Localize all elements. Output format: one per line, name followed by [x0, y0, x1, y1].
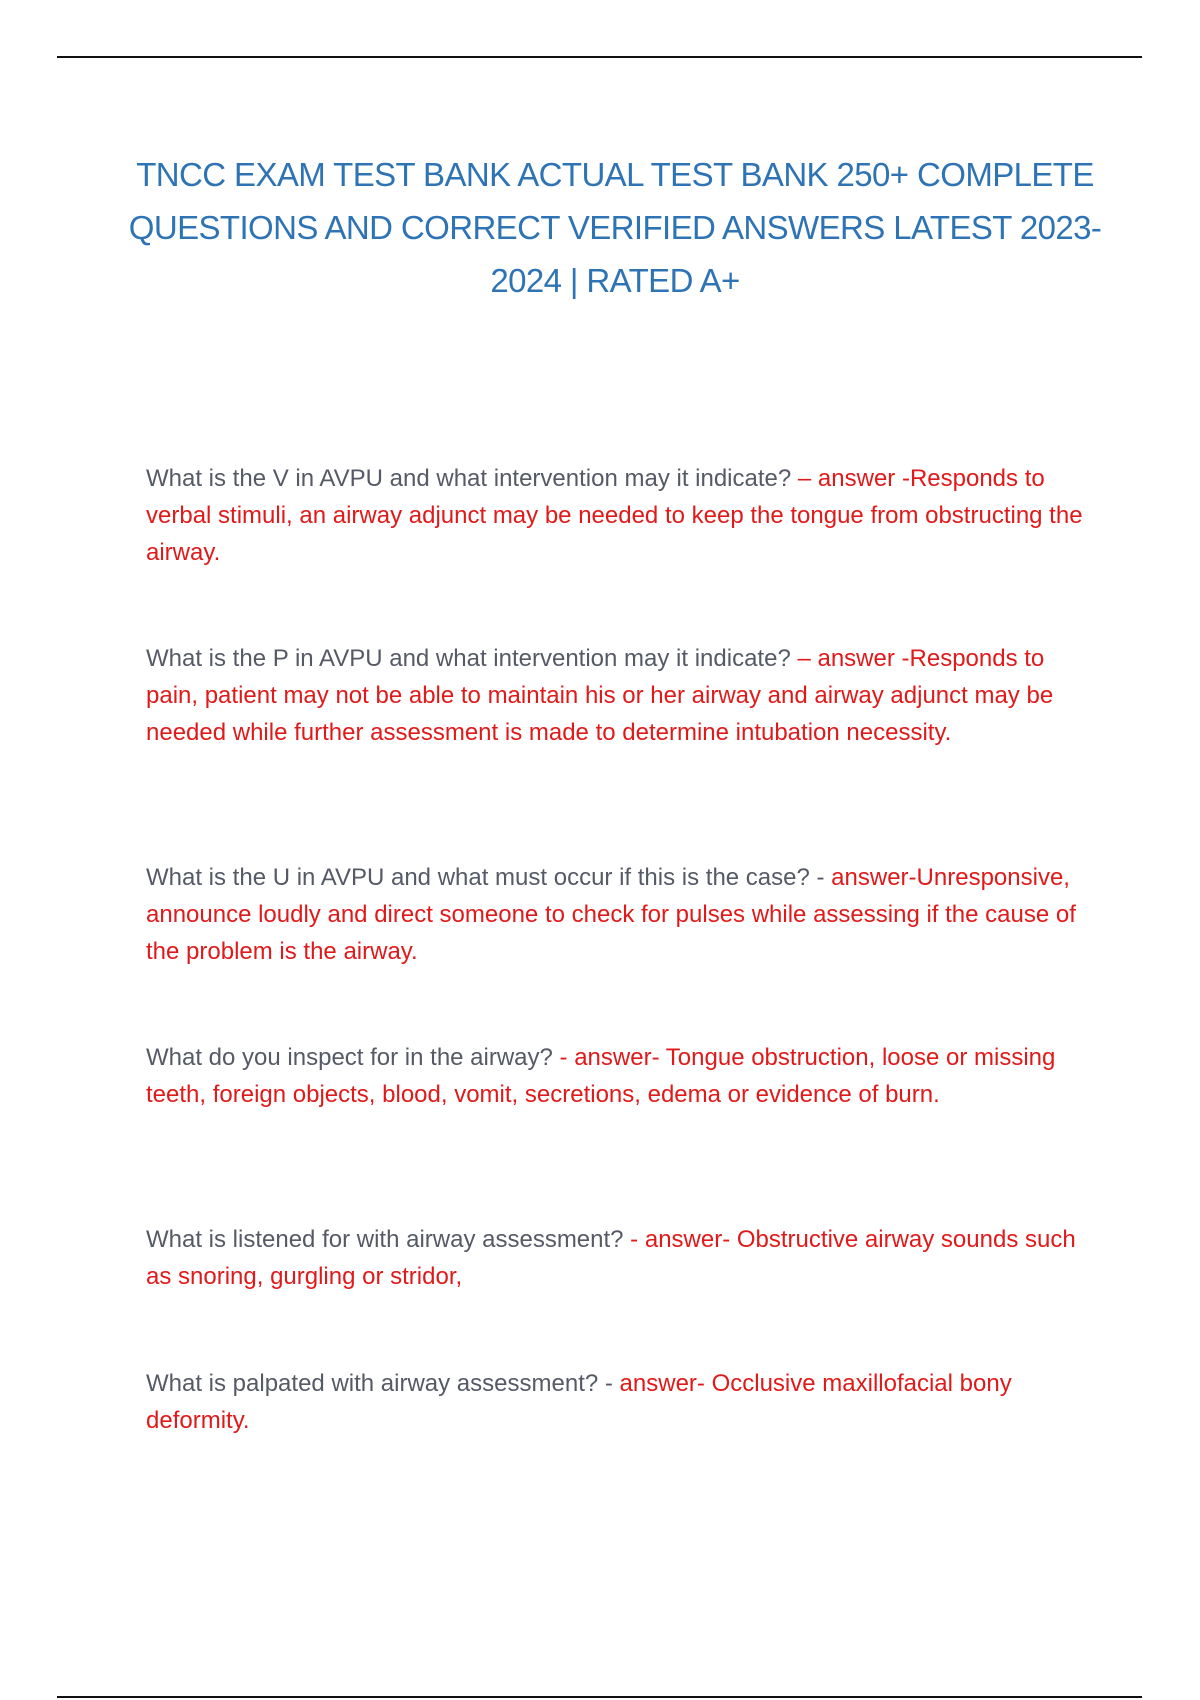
- qa-item-1: [146, 460, 1096, 571]
- document-title: TNCC EXAM TEST BANK ACTUAL TEST BANK 250+ COMPLETE QUESTIONS AND CORRECT VERIFIED ANSWERS LATEST 2023-2024 | RATED A+: [128, 156, 1102, 299]
- answer-text: Tongue obstruction, loose or missing teeth, foreign objects, blood, vomit, secretions, edema or evidence of burn.: [146, 1044, 1056, 1108]
- question-text: What is the P in AVPU and what intervention may it indicate?: [146, 645, 791, 672]
- answer-text: Unresponsive, announce loudly and direct someone to check for pulses while assessing if the cause of the problem is the airway.: [146, 864, 1076, 965]
- qa-item-6: [146, 1365, 1096, 1439]
- qa-item-4: [146, 1039, 1096, 1113]
- qa-item-2: [146, 640, 1096, 751]
- question-text: What is the U in AVPU and what must occur if this is the case? -: [146, 864, 825, 891]
- top-rule: [57, 56, 1142, 58]
- answer-text: Responds to pain, patient may not be able to maintain his or her airway and airway adjunct may be needed while further assessment is made to determine intubation necessity.: [146, 645, 1054, 746]
- answer-separator: answer-: [612, 1370, 712, 1397]
- qa-item-3: [146, 859, 1096, 970]
- answer-text: Obstructive airway sounds such as snoring, gurgling or stridor,: [146, 1226, 1076, 1290]
- question-text: What is the V in AVPU and what intervention may it indicate?: [146, 465, 792, 492]
- answer-separator: – answer -: [790, 645, 910, 672]
- answer-separator: – answer -: [791, 465, 910, 492]
- question-text: What do you inspect for in the airway?: [146, 1044, 553, 1071]
- answer-separator: - answer-: [623, 1226, 737, 1253]
- answer-text: Responds to verbal stimuli, an airway adjunct may be needed to keep the tongue from obstructing the airway.: [146, 465, 1083, 566]
- answer-separator: - answer-: [552, 1044, 666, 1071]
- question-text: What is palpated with airway assessment? -: [146, 1370, 613, 1397]
- answer-separator: answer-: [824, 864, 917, 891]
- qa-item-5: [146, 1221, 1096, 1295]
- bottom-rule: [57, 1696, 1142, 1698]
- question-text: What is listened for with airway assessment?: [146, 1226, 624, 1253]
- answer-text: Occlusive maxillofacial bony deformity.: [146, 1370, 1012, 1434]
